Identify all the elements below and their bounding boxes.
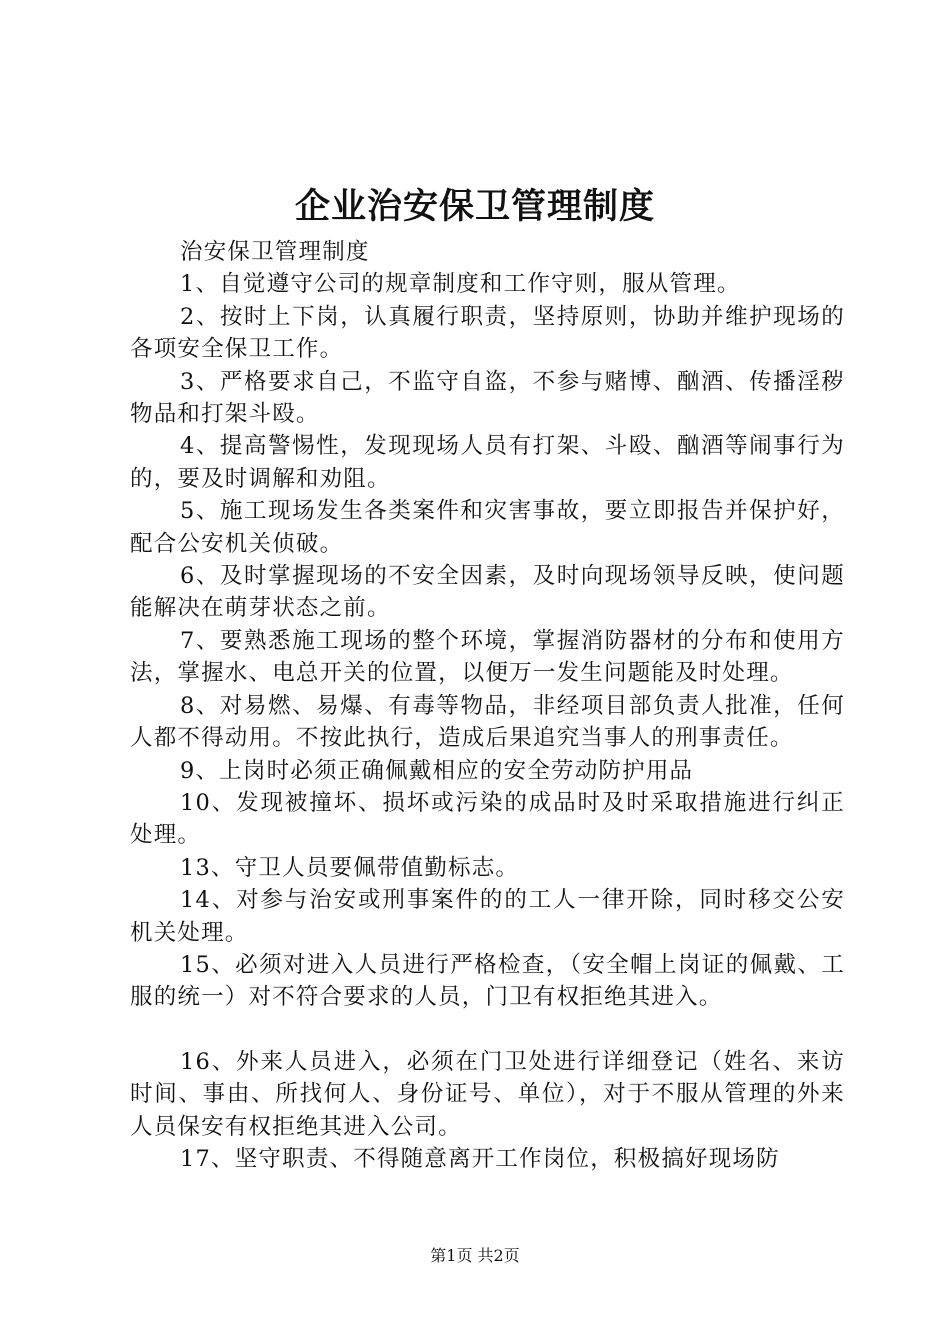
paragraph-item-5: 5、施工现场发生各类案件和灾害事故，要立即报告并保护好，配合公安机关侦破。 xyxy=(130,498,845,557)
paragraph-item-3: 3、严格要求自己，不监守自盗，不参与赌博、酗酒、传播淫秽物品和打架斗殴。 xyxy=(130,368,845,428)
paragraph-item-6: 6、及时掌握现场的不安全因素，及时向现场领导反映，使问题能解决在萌芽状态之前。 xyxy=(130,563,845,622)
paragraph-item-9: 9、上岗时必须正确佩戴相应的安全劳动防护用品 xyxy=(180,757,694,784)
paragraph-item-10: 10、发现被撞坏、损坏或污染的成品时及时采取措施进行纠正处理。 xyxy=(130,789,845,849)
paragraph-item-4: 4、提高警惕性，发现现场人员有打架、斗殴、酗酒等闹事行为的，要及时调解和劝阻。 xyxy=(130,433,845,492)
paragraph-subtitle: 治安保卫管理制度 xyxy=(180,239,370,265)
paragraph-item-7: 7、要熟悉施工现场的整个环境，掌握消防器材的分布和使用方法，掌握水、电总开关的位置，以便万一发生问题能及时处理。 xyxy=(130,627,845,687)
document-body xyxy=(130,236,845,1175)
paragraph-item-16: 16、外来人员进入，必须在门卫处进行详细登记（姓名、来访时间、事由、所找何人、身份证号、单位），对于不服从管理的外来人员保安有权拒绝其进入公司。 xyxy=(130,1048,845,1140)
paragraph-item-2: 2、按时上下岗，认真履行职责，坚持原则，协助并维护现场的各项安全保卫工作。 xyxy=(130,303,845,363)
paragraph-item-13: 13、守卫人员要佩带值勤标志。 xyxy=(180,854,520,881)
paragraph-item-14: 14、对参与治安或刑事案件的的工人一律开除，同时移交公安机关处理。 xyxy=(130,887,845,946)
paragraph-item-17: 17、坚守职责、不得随意离开工作岗位，积极搞好现场防 xyxy=(180,1145,780,1172)
page-footer: 第1页 共2页 xyxy=(430,1246,520,1265)
paragraph-item-8: 8、对易燃、易爆、有毒等物品，非经项目部负责人批准，任何人都不得动用。不按此执行，造成后果追究当事人的刑事责任。 xyxy=(130,692,845,752)
paragraph-item-15: 15、必须对进入人员进行严格检查，（安全帽上岗证的佩戴、工服的统一）对不符合要求的人员，门卫有权拒绝其进入。 xyxy=(130,951,845,1011)
paragraph-item-1: 1、自觉遵守公司的规章制度和工作守则，服从管理。 xyxy=(180,271,741,298)
document-title: 企业治安保卫管理制度 xyxy=(294,186,655,227)
